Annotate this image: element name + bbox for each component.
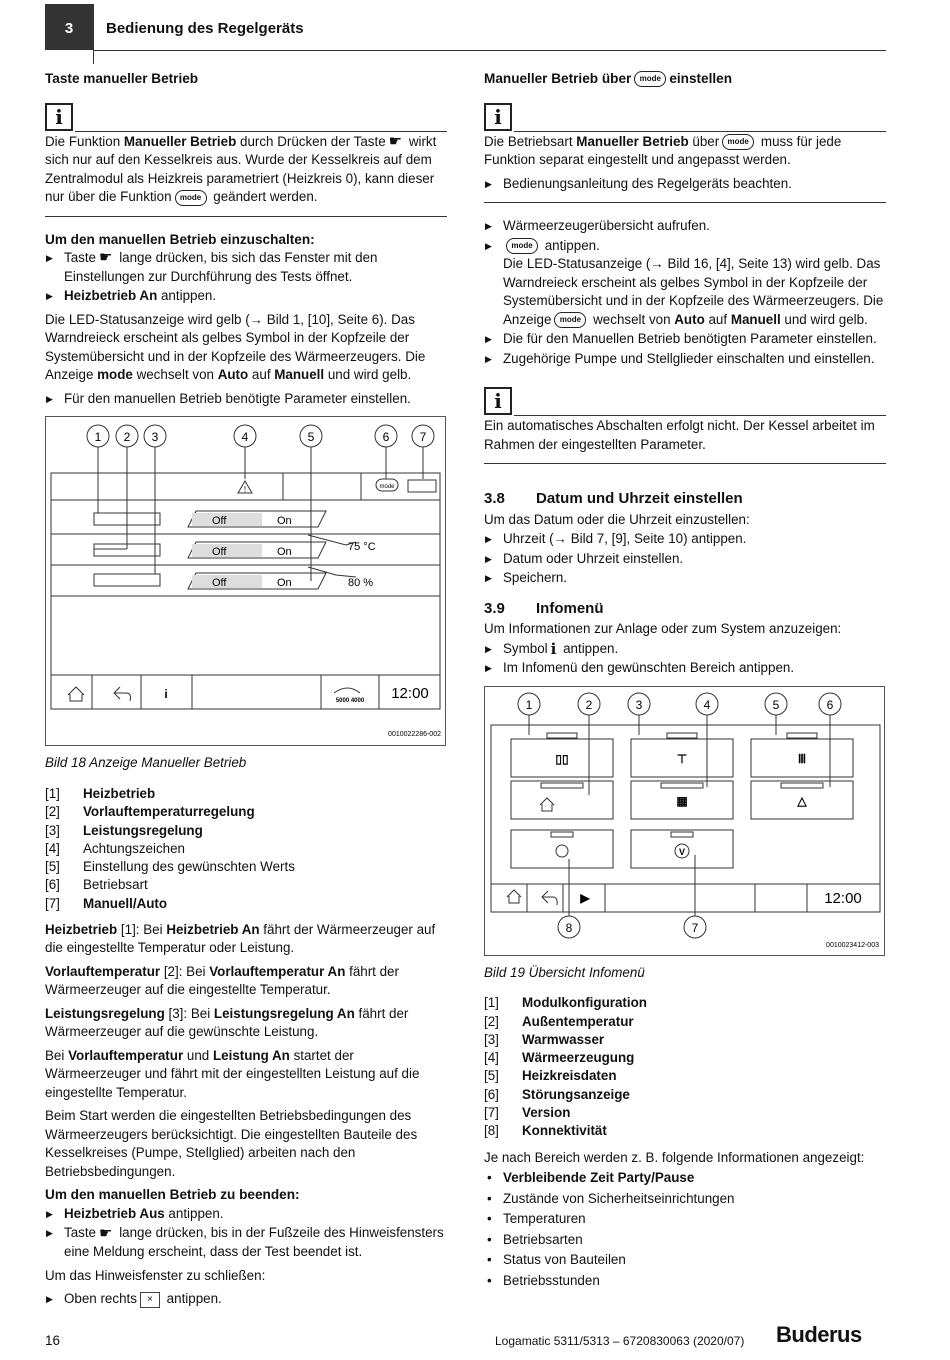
- list-item: • Zustände von Sicherheitseinrichtungen: [484, 1190, 886, 1209]
- document-id: Logamatic 5311/5313 – 6720830063 (2020/07): [495, 1334, 745, 1348]
- s38-intro: Um das Datum oder die Uhrzeit einzustellen:: [484, 511, 750, 527]
- info-symbol-icon: i: [550, 639, 557, 658]
- legend-item: [484, 1067, 886, 1085]
- callout-3: 3: [635, 697, 643, 712]
- list-item: ▶ Die für den Manuellen Betrieb benötigten Parameter einstellen.: [484, 330, 886, 349]
- toggle-on-1: On: [277, 515, 292, 528]
- steps-einschalten: [45, 249, 447, 306]
- callout-1: 1: [94, 430, 102, 445]
- mode-button-icon: mode: [175, 190, 207, 206]
- steps-3-9: [484, 640, 886, 678]
- figure-18: [45, 416, 446, 746]
- legend-number: [6]: [484, 1086, 499, 1102]
- clock-display: 12:00: [824, 889, 862, 907]
- para-vorlauf: Vorlauftemperatur [2]: Bei Vorlauftemperatur An fährt der Wärmeerzeuger auf die eingestellte Temperatur.: [45, 963, 399, 998]
- header-divider: [93, 4, 94, 64]
- legend-number: [2]: [484, 1013, 499, 1029]
- legend-19: [484, 994, 886, 1140]
- callout-4: 4: [241, 430, 249, 445]
- figure-code: 0010023412-003: [826, 941, 879, 949]
- info-list: [484, 1169, 886, 1290]
- legend-number: [1]: [45, 785, 60, 801]
- callout-6: 6: [382, 430, 390, 445]
- figure-19: [484, 686, 885, 956]
- caption-18: Bild 18 Anzeige Manueller Betrieb: [45, 755, 247, 771]
- legend-18: [45, 785, 447, 913]
- info-note-2: [484, 89, 886, 204]
- speed-label: 5000 4000: [335, 698, 365, 705]
- legend-text: Modulkonfiguration: [522, 995, 647, 1011]
- heading-einschalten: Um den manuellen Betrieb einzuschalten:: [45, 231, 315, 247]
- mode-button-icon: mode: [634, 71, 666, 87]
- legend-text: Manuell/Auto: [83, 895, 168, 911]
- list-item: ▶ Oben rechts × antippen.: [45, 1290, 447, 1309]
- legend-text: Konnektivität: [522, 1123, 607, 1139]
- section-3-8-heading: 3.8 Datum und Uhrzeit einstellen: [484, 490, 743, 507]
- temp-value: 75 °C: [348, 541, 376, 554]
- callout-1: 1: [525, 697, 533, 712]
- legend-item: [45, 822, 447, 840]
- legend-number: [4]: [484, 1050, 499, 1066]
- heading-mode: Manueller Betrieb über mode einstellen: [484, 71, 733, 86]
- note-3-text: Ein automatisches Abschalten erfolgt nicht. Der Kessel arbeitet im Rahmen der eingestellten Parameter.: [484, 418, 875, 452]
- info-icon: i: [45, 103, 73, 131]
- legend-number: [2]: [45, 804, 60, 820]
- legend-number: [3]: [45, 822, 60, 838]
- chapter-title: Bedienung des Regelgeräts: [106, 20, 304, 37]
- figure-19-drawing: [485, 687, 885, 955]
- legend-text: Außentemperatur: [522, 1013, 634, 1029]
- info-icon: i: [484, 103, 512, 131]
- callout-6: 6: [826, 697, 834, 712]
- legend-text: Achtungszeichen: [83, 840, 185, 856]
- steps-3-8: [484, 530, 886, 588]
- toggle-off-2: Off: [212, 546, 227, 559]
- legend-text: Wärmeerzeugung: [522, 1050, 635, 1066]
- list-item: ▶ Taste ☛ lange drücken, bis in der Fußzeile des Hinweisfensters eine Meldung erscheint, dass der Test beendet ist.: [45, 1224, 447, 1261]
- left-column: [45, 70, 447, 1314]
- para-heizbetrieb: Heizbetrieb [1]: Bei Heizbetrieb An fährt der Wärmeerzeuger auf die eingestellte Temperatur oder Leistung.: [45, 921, 436, 956]
- legend-number: [3]: [484, 1031, 499, 1047]
- legend-number: [7]: [45, 895, 60, 911]
- list-item: • Temperaturen: [484, 1210, 886, 1229]
- note-2-text: Die Betriebsart Manueller Betrieb über mode muss für jede Funktion separat eingestellt und angepasst werden.: [484, 133, 842, 167]
- legend-item: [484, 1086, 886, 1104]
- list-item: ▶ Heizbetrieb An antippen.: [45, 287, 447, 306]
- legend-text: Einstellung des gewünschten Werts: [83, 859, 295, 875]
- heat-generation-icon: ▦: [676, 793, 688, 808]
- para-leistung: Leistungsregelung [3]: Bei Leistungsregelung An fährt der Wärmeerzeuger auf die gewünschte Leistung.: [45, 1005, 409, 1040]
- close-icon: ×: [140, 1292, 160, 1308]
- list-item: ▶ Bedienungsanleitung des Regelgeräts beachten.: [484, 175, 886, 194]
- callout-5: 5: [307, 430, 315, 445]
- right-column: [484, 70, 886, 1292]
- warning-icon: !: [243, 485, 247, 495]
- legend-number: [1]: [484, 995, 499, 1011]
- legend-text: Betriebsart: [83, 877, 148, 893]
- callout-7: 7: [419, 430, 427, 445]
- para-schliessen: Um das Hinweisfenster zu schließen:: [45, 1267, 266, 1283]
- legend-item: [45, 840, 447, 858]
- version-icon: V: [678, 846, 686, 857]
- toggle-on-3: On: [277, 577, 292, 590]
- led-paragraph: Die LED-Statusanzeige wird gelb (→ Bild 1, [10], Seite 6). Das Warndreieck erscheint als gelbes Symbol in der Kopfzeile der Systemübersicht und in der Kopfzeile des Wärmeerzeugers. Die Anzeige mode wechselt von Auto auf Manuell und wird gelb.: [45, 311, 426, 383]
- para-bedingungen: Beim Start werden die eingestellten Betriebsbedingungen des Wärmeerzeugers berücksichtigt. Die eingestellten Bauteile des Kesselkreises (Pumpe, Stellglied) arbeiten nach den Betriebsbedingungen.: [45, 1108, 418, 1179]
- mode-button-icon: mode: [722, 134, 754, 150]
- section-3-9-heading: 3.9 Infomenü: [484, 599, 604, 617]
- header-rule: [93, 50, 886, 51]
- legend-item: [484, 1049, 886, 1067]
- steps-manuell: [484, 217, 886, 368]
- para-start: Bei Vorlauftemperatur und Leistung An startet der Wärmeerzeuger und fährt mit der eingestellten Leistung auf die eingestellte Temperatur.: [45, 1047, 420, 1100]
- legend-text: Heizbetrieb: [83, 785, 156, 801]
- heating-circuit-icon: Ⅲ: [797, 751, 807, 766]
- list-item: ▶ Datum oder Uhrzeit einstellen.: [484, 550, 886, 569]
- list-item: • Betriebsstunden: [484, 1272, 886, 1291]
- figure-code: 0010022286-002: [388, 731, 441, 739]
- heading-beenden: Um den manuellen Betrieb zu beenden:: [45, 1187, 300, 1203]
- toggle-on-2: On: [277, 546, 292, 559]
- list-item: ▶ Symbol i antippen.: [484, 640, 886, 659]
- legend-item: [45, 858, 447, 876]
- note-1-text: Die Funktion Manueller Betrieb durch Drücken der Taste ☛ wirkt sich nur auf den Kesselkreis aus. Wurde der Kesselkreis auf dem Zentralmodul als Heizkreis parametriert (Heizkreis 0), kann dieser nur über die Funktion mode geändert werden.: [45, 132, 437, 205]
- callout-7: 7: [691, 920, 699, 935]
- info-intro: Je nach Bereich werden z. B. folgende Informationen angezeigt:: [484, 1149, 865, 1165]
- list-item: ▶ Für den manuellen Betrieb benötigte Parameter einstellen.: [45, 390, 447, 409]
- caption-19: Bild 19 Übersicht Infomenü: [484, 964, 645, 980]
- mode-label: mode: [379, 484, 395, 491]
- legend-number: [7]: [484, 1104, 499, 1120]
- hand-button-icon: ☛: [99, 1224, 113, 1242]
- info-note-3: [484, 373, 886, 464]
- hand-button-icon: ☛: [99, 249, 113, 267]
- mode-button-icon: mode: [554, 312, 586, 328]
- list-item: ▶ Heizbetrieb Aus antippen.: [45, 1205, 447, 1224]
- page-number: 16: [45, 1333, 61, 1348]
- legend-number: [6]: [45, 877, 60, 893]
- callout-2: 2: [585, 697, 593, 712]
- legend-item: [45, 785, 447, 803]
- s39-intro: Um Informationen zur Anlage oder zum System anzuzeigen:: [484, 621, 842, 636]
- note-2-steps: [484, 175, 886, 194]
- list-item: ▶ Speichern.: [484, 569, 886, 588]
- steps-schliessen: [45, 1290, 447, 1309]
- legend-item: [484, 994, 886, 1012]
- list-item: • Verbleibende Zeit Party/Pause: [484, 1169, 886, 1188]
- list-item: ▶ Taste ☛ lange drücken, bis sich das Fenster mit den Einstellungen zur Durchführung des Tests öffnet.: [45, 249, 447, 286]
- figure-18-drawing: [46, 417, 446, 745]
- callout-3: 3: [151, 430, 159, 445]
- callout-2: 2: [123, 430, 131, 445]
- legend-text: Heizkreisdaten: [522, 1068, 617, 1084]
- legend-text: Leistungsregelung: [83, 822, 203, 838]
- legend-number: [8]: [484, 1123, 499, 1139]
- toggle-off-3: Off: [212, 577, 227, 590]
- connectivity-icon: ▶: [580, 890, 590, 905]
- hand-button-icon: ☛: [388, 132, 403, 150]
- list-item: ▶ Im Infomenü den gewünschten Bereich antippen.: [484, 659, 886, 678]
- list-item: ▶ mode antippen. Die LED-Statusanzeige (→ Bild 16, [4], Seite 13) wird gelb. Das Warndreieck erscheint als gelbes Symbol in der Kopfzeile der Systemübersicht und in der Kopfzeile des Wärmeerzeugers. Die Anzeige mode wechselt von Auto auf Manuell und wird gelb.: [484, 237, 886, 330]
- list-item: ▶ Uhrzeit (→ Bild 7, [9], Seite 10) antippen.: [484, 530, 886, 549]
- steps-parameter: [45, 390, 447, 409]
- legend-item: [484, 1104, 886, 1122]
- toggle-off-1: Off: [212, 515, 227, 528]
- list-item: ▶ Zugehörige Pumpe und Stellglieder einschalten und einstellen.: [484, 350, 886, 369]
- legend-number: [4]: [45, 840, 60, 856]
- callout-5: 5: [772, 697, 780, 712]
- legend-item: [45, 895, 447, 913]
- list-item: ▶ Wärmeerzeugerübersicht aufrufen.: [484, 217, 886, 236]
- info-note-1: [45, 89, 447, 217]
- module-config-icon: ▯▯: [555, 751, 569, 766]
- callout-8: 8: [565, 920, 573, 935]
- legend-number: [5]: [484, 1068, 499, 1084]
- legend-item: [484, 1122, 886, 1140]
- percent-value: 80 %: [348, 577, 374, 590]
- info-menu-icon: i: [164, 687, 168, 702]
- clock-display: 12:00: [391, 685, 429, 703]
- fault-icon: △: [797, 793, 807, 808]
- chapter-number: 3: [45, 4, 93, 50]
- legend-number: [5]: [45, 859, 60, 875]
- callout-4: 4: [703, 697, 711, 712]
- brand-logo: Buderus: [776, 1322, 862, 1347]
- legend-item: [45, 876, 447, 894]
- hot-water-icon: ⊤: [676, 751, 688, 766]
- legend-text: Störungsanzeige: [522, 1086, 630, 1102]
- legend-item: [45, 803, 447, 821]
- legend-text: Version: [522, 1104, 571, 1120]
- heading-taste-manuell: Taste manueller Betrieb: [45, 71, 199, 86]
- legend-item: [484, 1013, 886, 1031]
- legend-text: Warmwasser: [522, 1031, 605, 1047]
- list-item: • Betriebsarten: [484, 1231, 886, 1250]
- steps-beenden: [45, 1205, 447, 1262]
- info-icon: i: [484, 387, 512, 415]
- mode-button-icon: mode: [506, 238, 538, 254]
- list-item: • Status von Bauteilen: [484, 1251, 886, 1270]
- legend-item: [484, 1031, 886, 1049]
- legend-text: Vorlauftemperaturregelung: [83, 804, 255, 820]
